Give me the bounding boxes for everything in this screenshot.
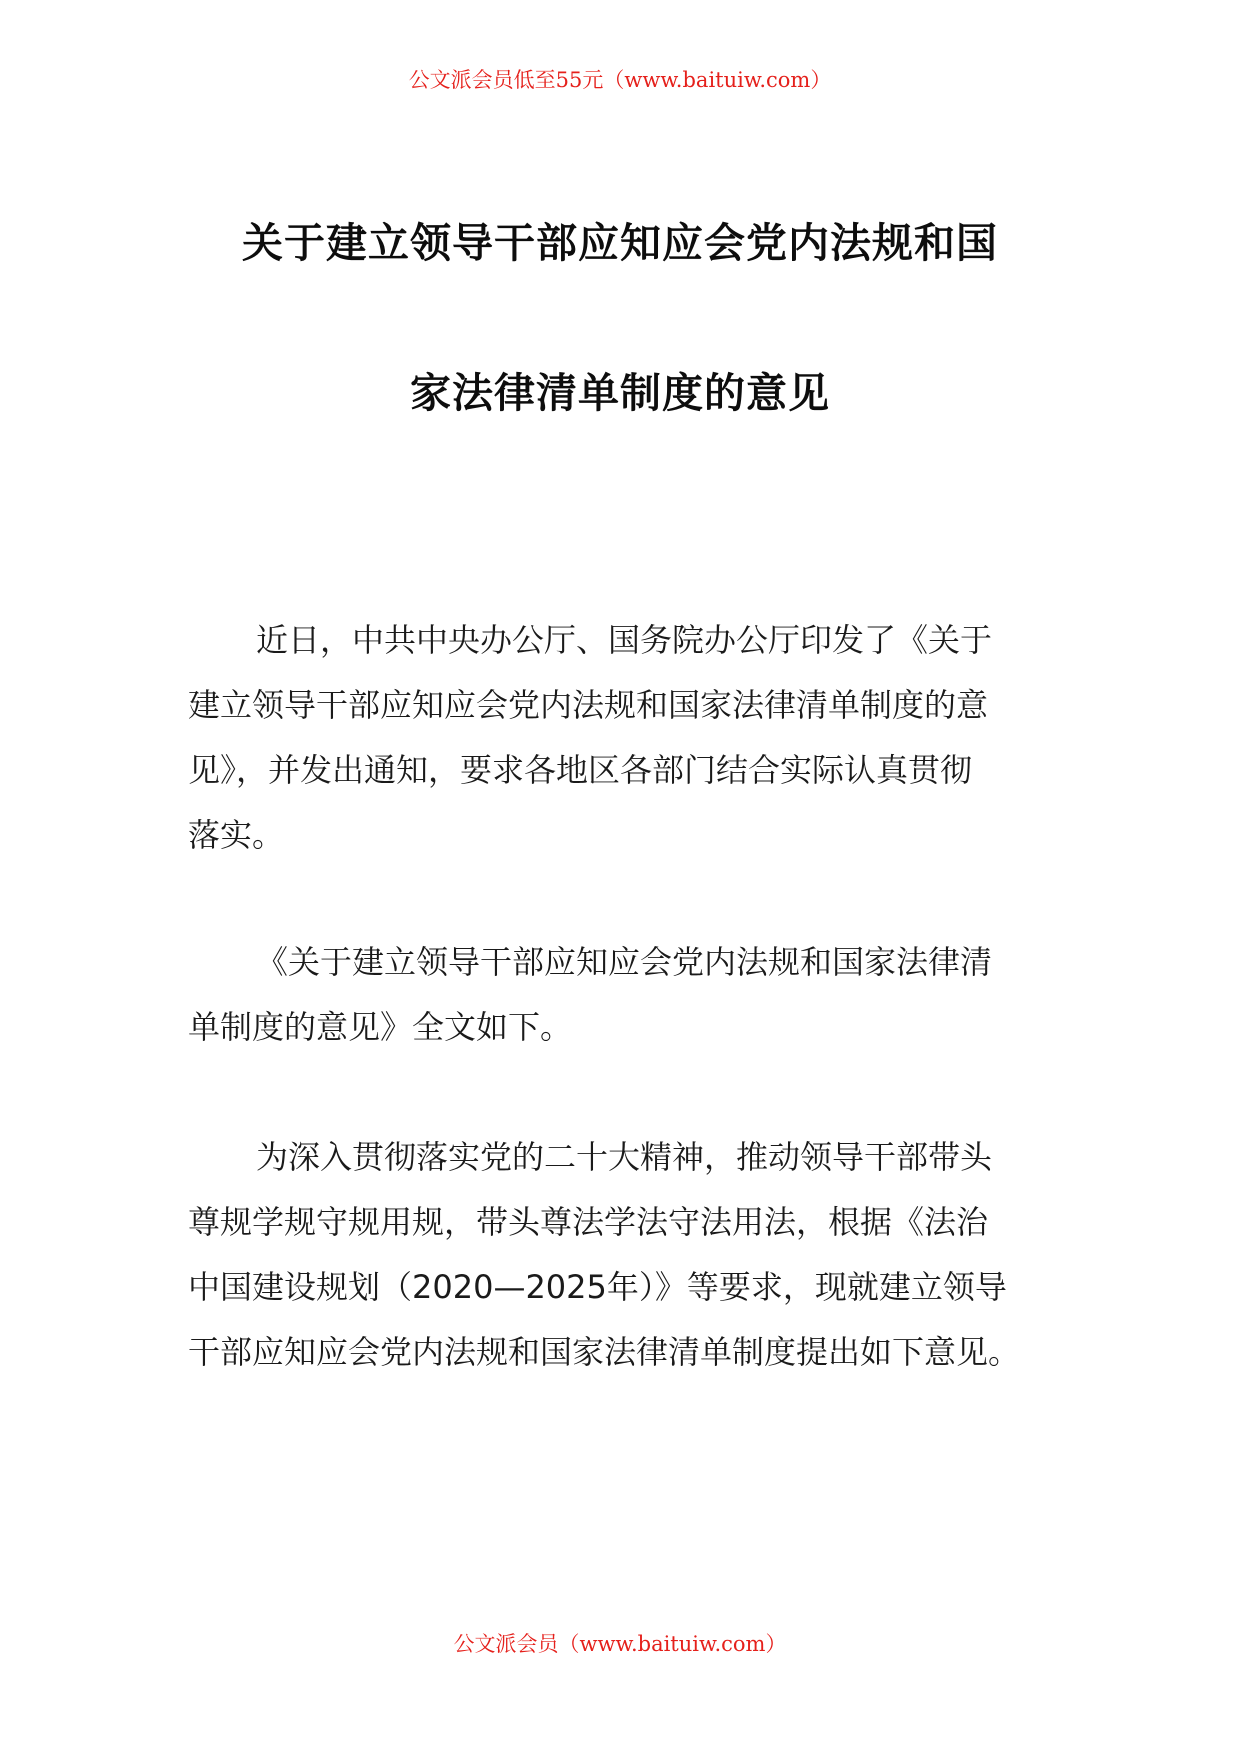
header-promo-note: 公文派会员低至55元（www.baituiw.com）	[408, 68, 832, 92]
paragraph-1-line-4: 落实。	[188, 816, 285, 854]
paragraph-1-line-1: 近日，中共中央办公厅、国务院办公厅印发了《关于	[256, 621, 993, 659]
footer-promo-note: 公文派会员（www.baituiw.com）	[453, 1632, 787, 1656]
document-title-line-2: 家法律清单制度的意见	[410, 369, 830, 417]
paragraph-1-line-3: 见》，并发出通知，要求各地区各部门结合实际认真贯彻	[188, 751, 973, 789]
paragraph-3-line-4: 干部应知应会党内法规和国家法律清单制度提出如下意见。	[188, 1333, 1021, 1371]
document-title-line-1: 关于建立领导干部应知应会党内法规和国	[242, 219, 998, 267]
paragraph-1	[188, 608, 1058, 868]
paragraph-1-line-2: 建立领导干部应知应会党内法规和国家法律清单制度的意	[188, 686, 989, 724]
paragraph-3-line-1: 为深入贯彻落实党的二十大精神，推动领导干部带头	[256, 1138, 993, 1176]
paragraph-2-line-2: 单制度的意见》全文如下。	[188, 1008, 573, 1046]
paragraph-3-line-3: 中国建设规划（2020—2025年）》等要求，现就建立领导	[188, 1268, 1007, 1306]
paragraph-2-line-1: 《关于建立领导干部应知应会党内法规和国家法律清	[256, 943, 993, 981]
paragraph-2	[188, 930, 1058, 1060]
paragraph-3	[188, 1125, 1058, 1385]
paragraph-3-line-2: 尊规学规守规用规，带头尊法学法守法用法，根据《法治	[188, 1203, 989, 1241]
